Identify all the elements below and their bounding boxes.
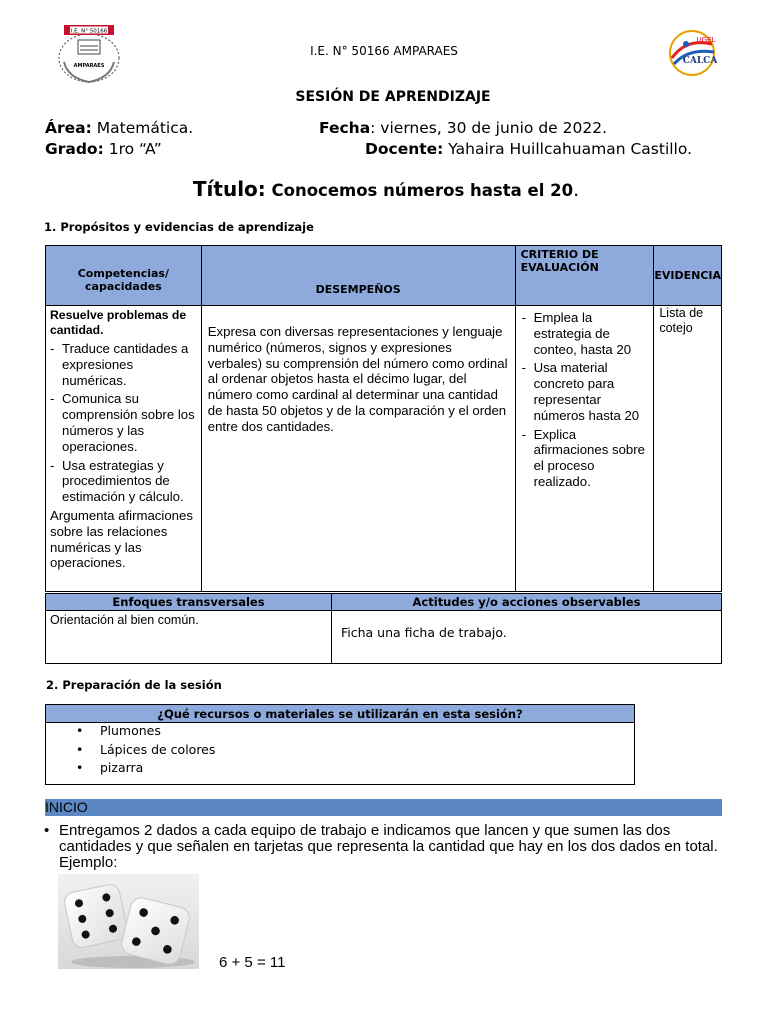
svg-text:I.E. N° 50166: I.E. N° 50166 (70, 28, 108, 35)
header-desempenos: DESEMPEÑOS (201, 246, 515, 306)
session-title: SESIÓN DE APRENDIZAJE (295, 89, 491, 105)
svg-text:AMPARAES: AMPARAES (73, 63, 105, 69)
bullet: • (44, 822, 50, 839)
capacidades-list (50, 341, 197, 505)
list-item: - Usa estrategias y procedimientos de estimación y cálculo. (50, 458, 197, 505)
evidencia-cell: Lista de cotejo (654, 306, 722, 592)
criterios-list (522, 310, 648, 490)
header-competencias-line1: Competencias/ (77, 266, 169, 280)
fecha-value: : viernes, 30 de junio de 2022. (370, 119, 608, 137)
resources-table (45, 704, 635, 785)
purposes-table (45, 245, 722, 592)
section2-heading: 2. Preparación de la sesión (46, 678, 222, 692)
docente-line (365, 140, 692, 158)
header-criterio-line2: EVALUACIÓN (520, 261, 599, 274)
svg-text:CALCA: CALCA (682, 56, 718, 66)
actitud-value: Ficha una ficha de trabajo. (332, 611, 722, 664)
titulo-label: Título: (192, 177, 266, 201)
competencias-cell (46, 306, 202, 592)
list-item: - Traduce cantidades a expresiones numéricas. (50, 341, 197, 388)
capacidad-extra: Argumenta afirmaciones sobre las relaciones numéricas y las operaciones. (50, 507, 193, 571)
grado-label: Grado: (45, 140, 104, 158)
fecha-label: Fecha (319, 119, 371, 137)
header-criterio (515, 246, 654, 306)
svg-text:UGEL: UGEL (696, 36, 716, 44)
titulo-end: . (573, 179, 580, 201)
list-item: • Lápices de colores (46, 742, 634, 761)
header-criterio-line1: CRITERIO DE (520, 248, 599, 261)
criterios-cell (515, 306, 654, 592)
list-item: • Plumones (46, 723, 634, 742)
inicio-label: INICIO (45, 799, 88, 815)
inicio-paragraph: Entregamos 2 dados a cada equipo de trabajo e indicamos que lancen y que sumen las dos cantidades y que señalen en tarjetas que representa la cantidad que hay en los dos dados en total. Ejemplo: (59, 822, 718, 871)
dice-image (58, 874, 199, 969)
header-evidencia: EVIDENCIA (654, 246, 722, 306)
enfoque-value: Orientación al bien común. (46, 611, 332, 664)
list-item: • pizarra (46, 760, 634, 779)
resources-cell (46, 723, 635, 785)
list-item: - Usa material concreto para representar números hasta 20 (522, 360, 648, 423)
ugel-calca-logo (666, 28, 720, 78)
resources-list (46, 723, 634, 779)
sum-example: 6 + 5 = 11 (219, 954, 286, 971)
docente-value: Yahaira Huillcahuaman Castillo. (443, 140, 693, 158)
lesson-title (0, 177, 768, 201)
area-label: Área: (45, 119, 92, 137)
area-line (45, 119, 193, 137)
header-actitudes: Actitudes y/o acciones observables (332, 594, 722, 611)
docente-label: Docente: (365, 140, 444, 158)
titulo-value: Conocemos números hasta el 20 (265, 181, 574, 200)
section1-heading: 1. Propósitos y evidencias de aprendizaje (44, 220, 314, 234)
enfoques-table (45, 593, 722, 664)
list-item: - Emplea la estrategia de conteo, hasta 20 (522, 310, 648, 357)
list-item: - Comunica su comprensión sobre los números y las operaciones. (50, 391, 197, 454)
area-value: Matemática. (91, 119, 194, 137)
header-competencias-line2: capacidades (85, 279, 162, 293)
header-enfoques: Enfoques transversales (46, 594, 332, 611)
competencia-title: Resuelve problemas de cantidad. (50, 308, 187, 337)
fecha-line (319, 119, 607, 137)
desempeno-cell: Expresa con diversas representaciones y lenguaje numérico (números, signos y expresiones verbales) su comprensión del número como ordinal al ordenar objetos hasta el décimo lugar, del número como cardinal al determinar una cantidad de hasta 50 objetos y de la comparación y el orden entre dos cantidades. (201, 306, 515, 592)
resources-question: ¿Qué recursos o materiales se utilizarán en esta sesión? (46, 705, 635, 723)
list-item: - Explica afirmaciones sobre el proceso realizado. (522, 427, 648, 490)
inicio-text (44, 823, 724, 871)
inicio-bar (45, 799, 722, 816)
header-competencias (46, 246, 202, 306)
grado-line (45, 140, 162, 158)
grado-value: 1ro “A” (103, 140, 162, 158)
school-name: I.E. N° 50166 AMPARAES (310, 44, 458, 58)
